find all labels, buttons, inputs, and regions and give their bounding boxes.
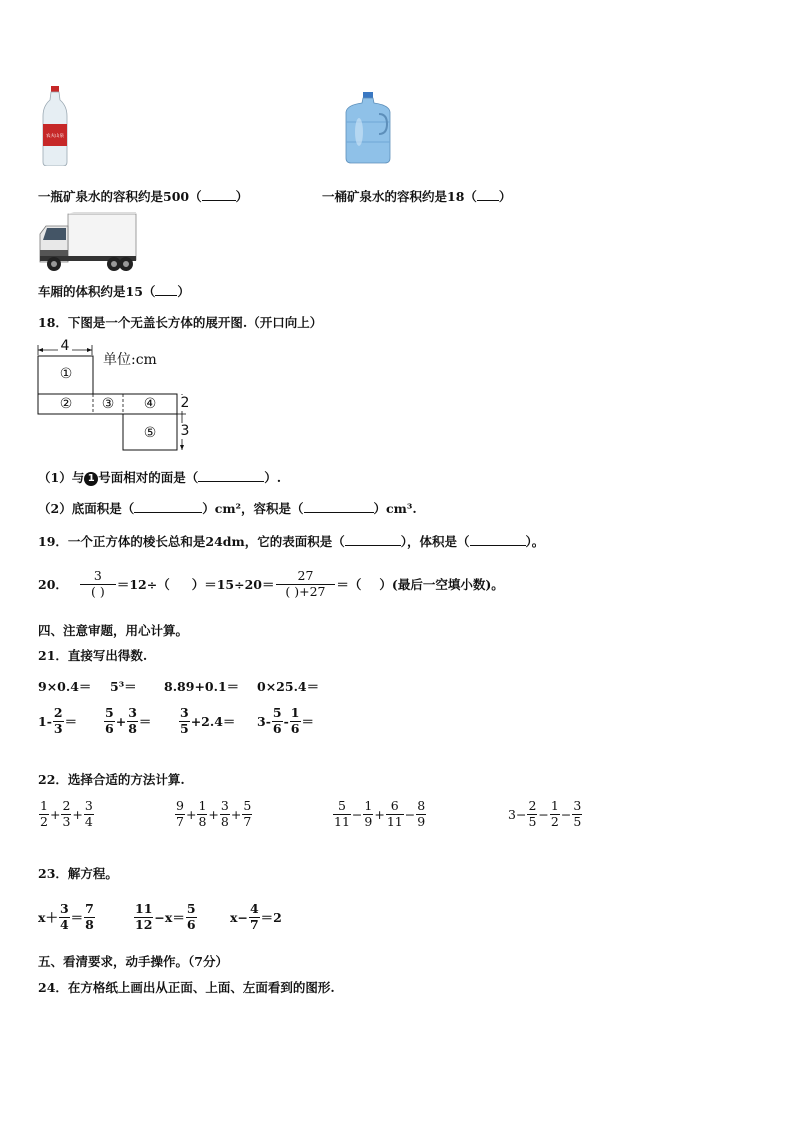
base-area-blank[interactable] bbox=[134, 512, 202, 513]
operator: − bbox=[538, 806, 549, 822]
q20-fraction-2 bbox=[276, 569, 336, 599]
eq1-mid: ＝ bbox=[70, 910, 84, 925]
fraction bbox=[39, 799, 49, 829]
dim-right-upper-label: 2 bbox=[178, 395, 192, 411]
q21-item-3: 8.89+0.1＝ bbox=[164, 679, 240, 694]
q22-expr-2 bbox=[174, 794, 253, 834]
denominator: 4 bbox=[84, 813, 93, 829]
section-5-heading: 五、看清要求，动手操作。（7分） bbox=[38, 954, 228, 969]
operator: − bbox=[560, 806, 572, 822]
denominator: 3 bbox=[53, 720, 63, 736]
bottle-question-text: 一瓶矿泉水的容积约是500（ bbox=[38, 189, 202, 204]
denominator: 3 bbox=[62, 813, 71, 829]
prefix: 3− bbox=[508, 806, 527, 822]
q21-i8-pre: 3- bbox=[257, 713, 271, 729]
q20-eq2: ）＝15÷20＝ bbox=[191, 577, 275, 592]
fraction bbox=[84, 799, 94, 829]
numerator: 5 bbox=[105, 705, 114, 721]
section-4-heading: 四、注意审题，用心计算。 bbox=[38, 623, 189, 638]
fraction bbox=[242, 799, 252, 829]
q18-title: 18．下图是一个无盖长方体的展开图.（开口向上） bbox=[38, 315, 323, 330]
numerator: 3 bbox=[128, 705, 137, 721]
q24-text: 24．在方格纸上画出从正面、上面、左面看到的图形. bbox=[38, 980, 335, 995]
q21-i7-post: +2.4＝ bbox=[190, 714, 236, 729]
fraction bbox=[249, 902, 260, 932]
q20-frac1-numerator: 3 bbox=[80, 569, 116, 584]
q21-i8-fraction-2 bbox=[290, 706, 301, 736]
denominator: 5 bbox=[180, 720, 189, 736]
q20-frac2-denominator[interactable]: ( )+27 bbox=[285, 583, 326, 599]
denominator: 7 bbox=[249, 916, 259, 932]
box-truck-image bbox=[38, 212, 138, 274]
operator: − bbox=[351, 806, 363, 822]
q23-equation-3 bbox=[230, 896, 282, 938]
bottle-brand-label: 农夫山泉 bbox=[46, 134, 64, 139]
q18-sub2-b: ）cm²，容积是（ bbox=[202, 501, 304, 516]
jug-question-close: ） bbox=[498, 189, 512, 204]
eq3-post: ＝2 bbox=[260, 910, 282, 925]
q21-i7-fraction bbox=[179, 706, 190, 736]
numerator: 5 bbox=[243, 798, 252, 814]
face-2-label: ② bbox=[59, 396, 73, 412]
face-3-label: ③ bbox=[101, 396, 115, 412]
numerator: 1 bbox=[290, 705, 300, 721]
numerator: 11 bbox=[135, 901, 153, 917]
q20-eq4: ）(最后一空填小数)。 bbox=[379, 577, 504, 592]
jug-question-text: 一桶矿泉水的容积约是18（ bbox=[322, 189, 477, 204]
water-jug-image bbox=[343, 92, 393, 164]
denominator: 11 bbox=[386, 813, 403, 829]
denominator: 9 bbox=[417, 813, 426, 829]
q20-frac1-denominator[interactable]: ( ) bbox=[91, 583, 105, 599]
denominator: 6 bbox=[290, 720, 300, 736]
denominator: 9 bbox=[364, 813, 373, 829]
q23-title: 23．解方程。 bbox=[38, 866, 118, 881]
numerator: 5 bbox=[186, 901, 196, 917]
truck-question bbox=[38, 282, 190, 300]
face-5-label: ⑤ bbox=[143, 425, 157, 441]
denominator: 7 bbox=[243, 813, 252, 829]
numerator: 3 bbox=[59, 901, 69, 917]
q21-i5-pre: 1- bbox=[38, 713, 52, 729]
numerator: 3 bbox=[573, 798, 582, 814]
fraction bbox=[59, 902, 70, 932]
q19-text-b: ），体积是（ bbox=[400, 534, 470, 549]
denominator: 11 bbox=[334, 813, 350, 829]
eq1-pre: x＋ bbox=[38, 910, 58, 925]
numerator: 5 bbox=[333, 799, 351, 814]
fraction bbox=[84, 902, 95, 932]
denominator: 4 bbox=[59, 916, 69, 932]
numerator: 3 bbox=[180, 705, 189, 721]
opposite-face-blank[interactable] bbox=[198, 481, 264, 482]
denominator: 2 bbox=[550, 813, 559, 829]
q22-expr-4 bbox=[508, 794, 583, 834]
numerator: 3 bbox=[220, 798, 229, 814]
q21-item-7 bbox=[178, 702, 235, 740]
q21-title: 21．直接写出得数. bbox=[38, 648, 148, 663]
numerator: 1 bbox=[40, 798, 48, 814]
q22-title: 22．选择合适的方法计算. bbox=[38, 772, 185, 787]
numerator: 4 bbox=[249, 901, 259, 917]
numerator: 1 bbox=[364, 798, 373, 814]
q21-i6-post: ＝ bbox=[138, 714, 152, 729]
truck-question-close: ） bbox=[177, 284, 190, 299]
fraction bbox=[61, 799, 71, 829]
operator: + bbox=[374, 806, 385, 822]
fraction bbox=[186, 902, 197, 932]
fraction bbox=[220, 799, 230, 829]
denominator: 6 bbox=[272, 720, 282, 736]
denominator: 7 bbox=[176, 813, 184, 829]
denominator: 6 bbox=[186, 916, 196, 932]
denominator: 5 bbox=[528, 813, 537, 829]
jug-question bbox=[322, 187, 511, 205]
q18-sub2-a: （2）底面积是（ bbox=[38, 501, 135, 516]
denominator: 12 bbox=[135, 916, 153, 932]
q21-i8-op: - bbox=[283, 713, 289, 729]
numerator: 5 bbox=[272, 705, 282, 721]
numerator: 2 bbox=[62, 798, 71, 814]
q23-equation-1 bbox=[38, 896, 96, 938]
fraction bbox=[363, 799, 373, 829]
fraction bbox=[416, 799, 426, 829]
volume-blank[interactable] bbox=[304, 512, 374, 513]
fraction bbox=[175, 799, 185, 829]
q18-sub1-prefix: （1）与 bbox=[38, 470, 85, 485]
cube-volume-blank[interactable] bbox=[470, 545, 526, 546]
operator: + bbox=[72, 806, 83, 822]
numerator: 8 bbox=[417, 798, 426, 814]
denominator: 5 bbox=[573, 813, 582, 829]
q20-fraction-1 bbox=[80, 569, 116, 599]
circled-one-icon: 1 bbox=[84, 472, 98, 486]
fraction bbox=[527, 799, 537, 829]
q22-expr-3 bbox=[332, 794, 427, 834]
fraction bbox=[134, 902, 153, 932]
numerator: 9 bbox=[176, 798, 184, 814]
q21-item-5 bbox=[38, 702, 77, 740]
operator: + bbox=[208, 806, 219, 822]
q21-item-8 bbox=[257, 702, 314, 740]
q21-item-4: 0×25.4＝ bbox=[257, 679, 320, 694]
water-bottle-image bbox=[40, 86, 70, 166]
bottle-question bbox=[38, 187, 248, 205]
q21-item-6 bbox=[103, 702, 151, 740]
numerator: 7 bbox=[85, 901, 94, 917]
denominator: 6 bbox=[105, 720, 114, 736]
dim-top-label: 4 bbox=[58, 338, 72, 354]
truck-question-text: 车厢的体积约是15（ bbox=[38, 284, 156, 299]
denominator: 8 bbox=[85, 916, 94, 932]
q21-i8-fraction-1 bbox=[272, 706, 283, 736]
q20 bbox=[38, 563, 504, 605]
eq2-mid: −x＝ bbox=[154, 910, 185, 925]
q21-i8-post: ＝ bbox=[301, 714, 315, 729]
denominator: 8 bbox=[128, 720, 137, 736]
eq3-pre: x− bbox=[230, 909, 248, 925]
q23-equation-2 bbox=[133, 896, 198, 938]
fraction bbox=[550, 799, 560, 829]
q20-frac2-numerator: 27 bbox=[276, 569, 336, 584]
numerator: 6 bbox=[386, 799, 404, 814]
q21-i5-fraction bbox=[53, 706, 64, 736]
q21-i5-post: ＝ bbox=[64, 714, 78, 729]
bottle-question-close: ） bbox=[235, 189, 249, 204]
numerator: 2 bbox=[528, 798, 537, 814]
numerator: 3 bbox=[84, 798, 93, 814]
q20-eq1: ＝12÷（ bbox=[116, 577, 170, 592]
q19-text-c: ）。 bbox=[525, 534, 545, 549]
operator: + bbox=[185, 806, 197, 822]
truck-answer-blank[interactable] bbox=[155, 295, 177, 296]
fraction bbox=[197, 799, 207, 829]
denominator: 2 bbox=[40, 813, 48, 829]
q22-expr-1 bbox=[38, 794, 95, 834]
unit-label: 单位:cm bbox=[103, 352, 157, 368]
operator: + bbox=[49, 806, 61, 822]
fraction bbox=[386, 799, 404, 829]
operator: − bbox=[404, 806, 416, 822]
q19 bbox=[38, 532, 544, 550]
jug-answer-blank[interactable] bbox=[477, 200, 499, 201]
q18-sub2-c: ）cm³. bbox=[373, 501, 417, 516]
numerator: 2 bbox=[53, 705, 63, 721]
q21-item-1: 9×0.4＝ bbox=[38, 679, 92, 694]
surface-area-blank[interactable] bbox=[345, 545, 401, 546]
denominator: 8 bbox=[198, 813, 207, 829]
q20-label: 20． bbox=[38, 577, 68, 592]
q21-i6-fraction-1 bbox=[104, 706, 115, 736]
q18-sub2 bbox=[38, 499, 417, 517]
q19-text-a: 19．一个正方体的棱长总和是24dm，它的表面积是（ bbox=[38, 534, 345, 549]
q18-sub1-mid: 号面相对的面是（ bbox=[98, 470, 199, 485]
numerator: 1 bbox=[550, 798, 559, 814]
face-1-label: ① bbox=[59, 366, 73, 382]
fraction bbox=[572, 799, 582, 829]
face-4-label: ④ bbox=[143, 396, 157, 412]
fraction bbox=[333, 799, 351, 829]
q21-item-2: 5³＝ bbox=[110, 679, 137, 694]
operator: + bbox=[230, 806, 242, 822]
q21-i6-op: + bbox=[115, 713, 127, 729]
numerator: 1 bbox=[198, 798, 207, 814]
dim-right-lower-label: 3 bbox=[178, 423, 192, 439]
q18-sub1 bbox=[38, 468, 281, 486]
denominator: 8 bbox=[220, 813, 229, 829]
q21-i6-fraction-2 bbox=[127, 706, 138, 736]
bottle-answer-blank[interactable] bbox=[202, 200, 236, 201]
q18-sub1-end: ）. bbox=[264, 470, 282, 485]
q20-eq3: ＝（ bbox=[336, 577, 362, 592]
